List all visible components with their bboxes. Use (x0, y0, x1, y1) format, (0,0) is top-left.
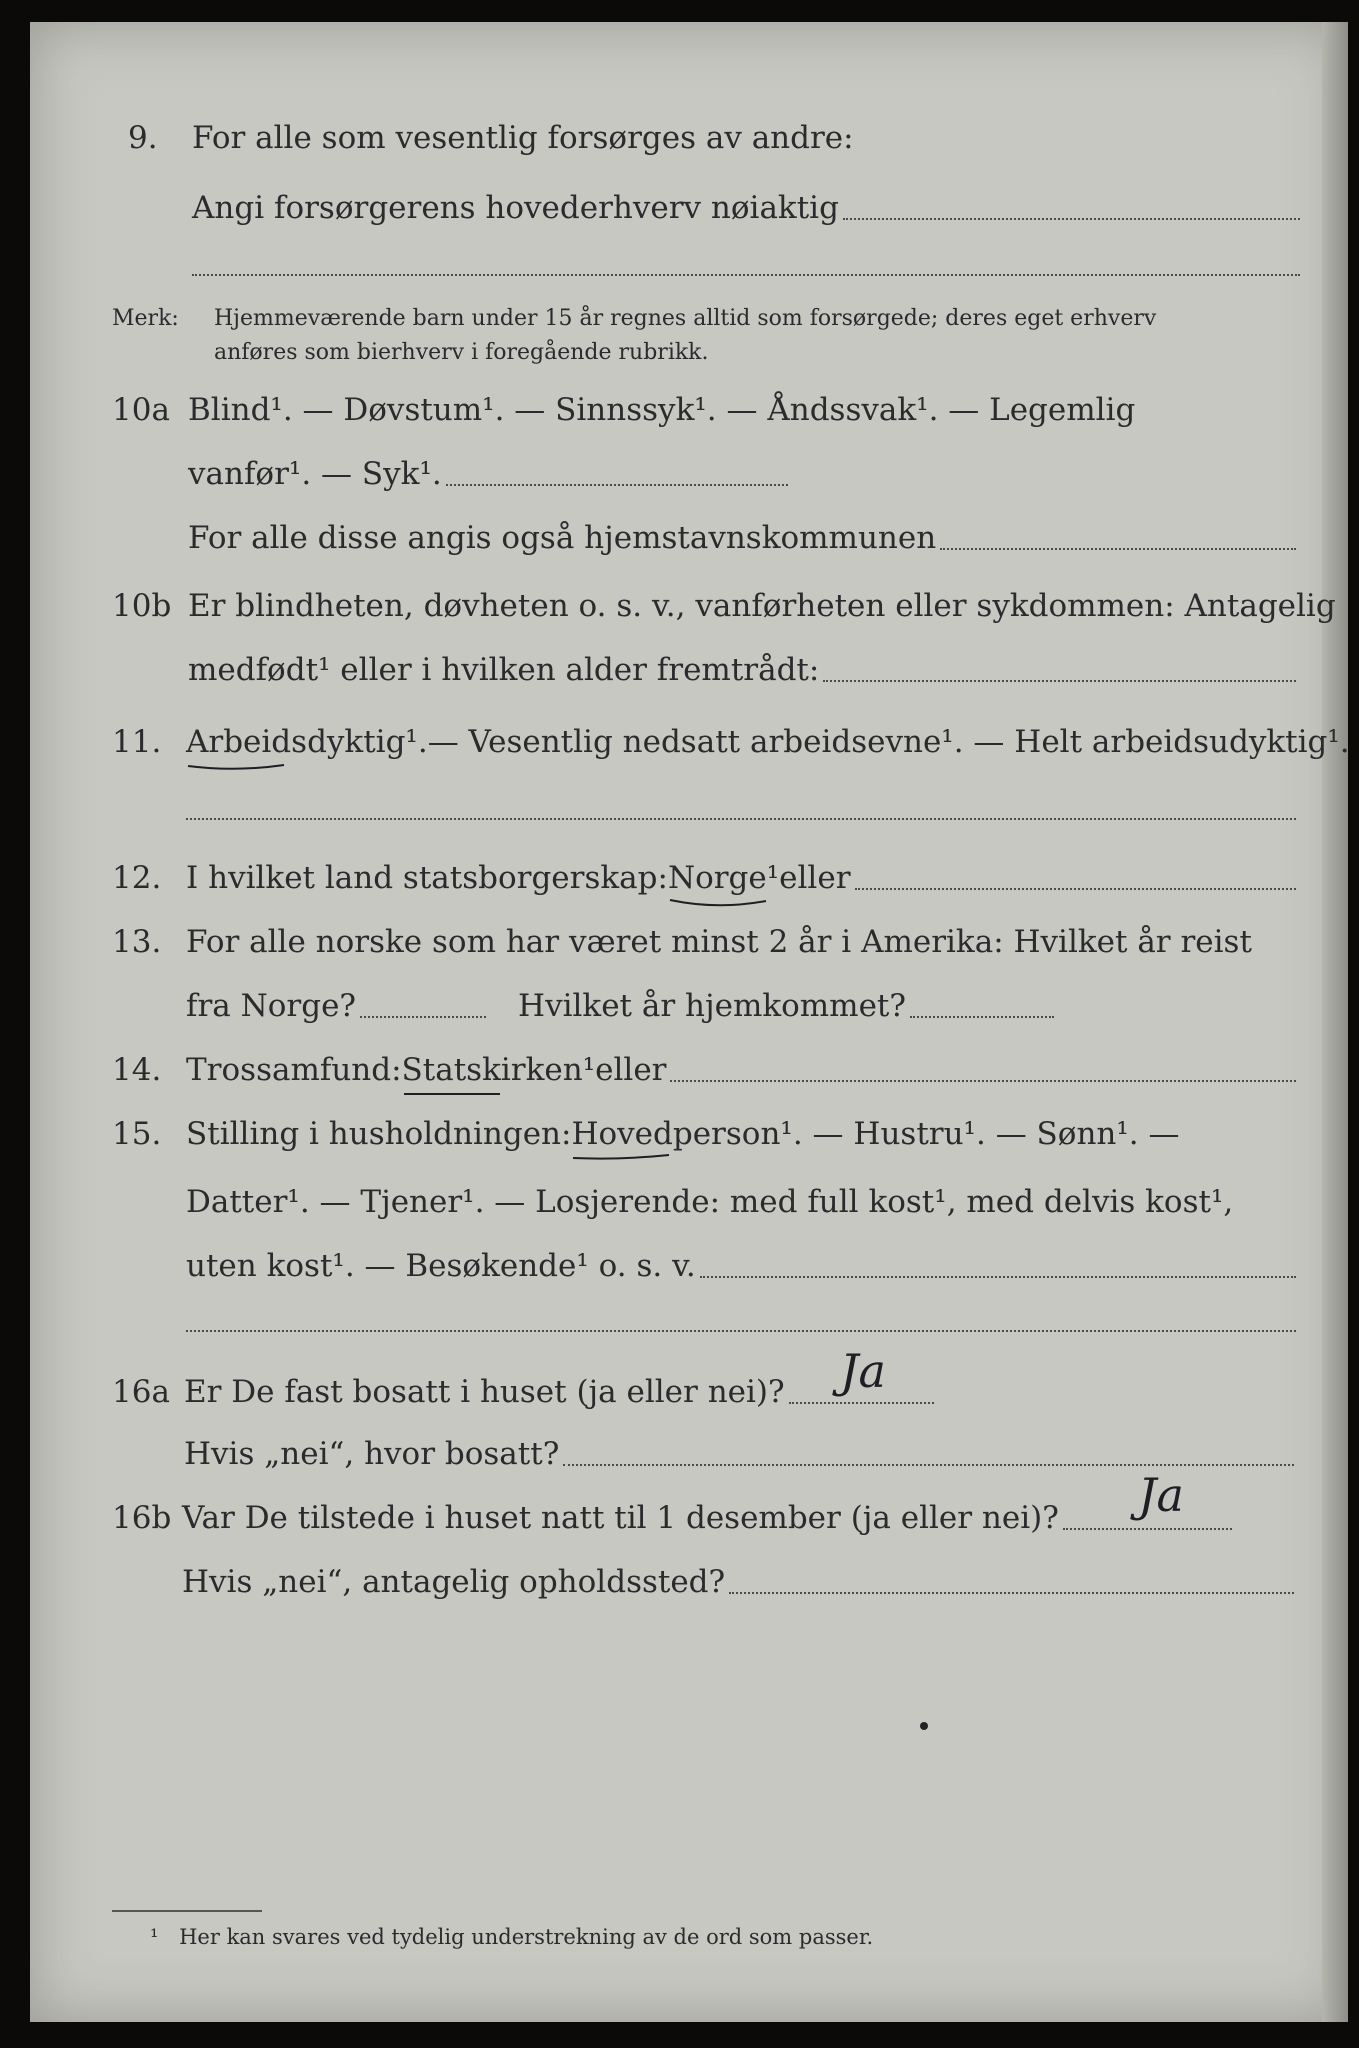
q10a-line2 (188, 456, 788, 492)
q10a-number: 10a (112, 392, 170, 428)
q15-answer-line-2[interactable] (186, 1330, 1296, 1332)
q15-line3 (186, 1248, 1296, 1284)
q12-answer-field[interactable] (855, 888, 1296, 890)
q16b-line2-text: Hvis „nei“, antagelig opholdssted? (182, 1564, 726, 1600)
q15-answer-field[interactable] (700, 1276, 1296, 1278)
q15-text: Stilling i husholdningen: (186, 1116, 572, 1152)
q12-line (186, 860, 1296, 896)
merk-line1: Hjemmeværende barn under 15 år regnes alltid som forsørgede; deres eget erhverv (214, 306, 1157, 331)
q10b-line2-text: medfødt¹ eller i hvilken alder fremtrådt: (188, 652, 820, 688)
q9-line1: For alle som vesentlig forsørges av andre: (192, 120, 854, 156)
q12-post: eller (779, 860, 851, 896)
q14-option-statskirken: Statskirken¹ (401, 1052, 596, 1088)
q10a-line1: Blind¹. — Døvstum¹. — Sinnssyk¹. — Åndssvak¹. — Legemlig (188, 392, 1136, 428)
q15-option-hovedperson: Hovedperson¹ (571, 1116, 793, 1152)
q13-right-text: Hvilket år hjemkommet? (518, 988, 907, 1024)
page-edge (1322, 22, 1348, 2022)
underline-mark (402, 1088, 502, 1100)
q13-line2 (186, 988, 1054, 1024)
merk-label: Merk: (112, 306, 179, 331)
footnote (150, 1925, 873, 1949)
q10a-municipality-field[interactable] (940, 548, 1296, 550)
q10a-line2-text: vanfør¹. — Syk¹. (188, 456, 442, 492)
q11-line (186, 724, 1350, 760)
q16a-line2 (184, 1436, 1294, 1472)
q9-answer-field[interactable] (843, 218, 1300, 220)
q16b-place-field[interactable] (729, 1592, 1294, 1594)
q12-option-norge: Norge¹ (667, 860, 780, 896)
q14-post: eller (595, 1052, 667, 1088)
q11-answer-line[interactable] (186, 818, 1296, 820)
q13-right-field[interactable] (910, 1016, 1054, 1018)
footnote-mark: ¹ (150, 1925, 159, 1949)
q16a-where-field[interactable] (563, 1464, 1294, 1466)
q9-number: 9. (128, 120, 158, 156)
q10a-line3-text: For alle disse angis også hjemstavnskommunen (188, 520, 937, 556)
q13-number: 13. (112, 924, 162, 960)
q10a-sick-field[interactable] (446, 484, 788, 486)
footnote-separator (112, 1910, 262, 1912)
q11-rest: — Vesentlig nedsatt arbeidsevne¹. — Helt arbeidsudyktig¹. (427, 724, 1350, 760)
q14-text: Trossamfund: (186, 1052, 402, 1088)
q16a-number: 16a (112, 1374, 170, 1410)
q16b-number: 16b (112, 1500, 172, 1536)
q12-option-underlined[interactable] (668, 860, 779, 896)
q15-line2: Datter¹. — Tjener¹. — Losjerende: med full kost¹, med delvis kost¹, (186, 1184, 1234, 1220)
q14-option-underlined[interactable] (402, 1052, 596, 1088)
q14-number: 14. (112, 1052, 162, 1088)
footnote-text: Her kan svares ved tydelig understrekning av de ord som passer. (179, 1925, 874, 1949)
q16b-question: Var De tilstede i huset natt til 1 desember (ja eller nei)? (182, 1500, 1059, 1536)
underline-mark (668, 896, 768, 908)
q15-line1 (186, 1116, 1180, 1152)
merk-line2: anføres som bierhverv i foregående rubrikk. (214, 340, 709, 365)
q9-answer-line-2[interactable] (192, 274, 1300, 276)
q15-number: 15. (112, 1116, 162, 1152)
q14-answer-field[interactable] (670, 1080, 1296, 1082)
q16a-line2-text: Hvis „nei“, hvor bosatt? (184, 1436, 560, 1472)
q9-line2-text: Angi forsørgerens hovederhverv nøiaktig (192, 190, 839, 226)
q16b-line1 (182, 1500, 1232, 1536)
q13-left-text: fra Norge? (186, 988, 357, 1024)
q16a-answer-field[interactable] (789, 1402, 934, 1404)
q10b-number: 10b (112, 588, 172, 624)
q10b-answer-field[interactable] (823, 680, 1296, 682)
q15-line3-text: uten kost¹. — Besøkende¹ o. s. v. (186, 1248, 696, 1284)
ink-speck (920, 1722, 928, 1730)
q10b-line1: Er blindheten, døvheten o. s. v., vanførheten eller sykdommen: Antagelig (188, 588, 1336, 624)
q14-line (186, 1052, 1296, 1088)
q12-text: I hvilket land statsborgerskap: (186, 860, 668, 896)
q11-number: 11. (112, 724, 162, 760)
q11-option-underlined[interactable] (186, 724, 428, 760)
q13-left-field[interactable] (360, 1016, 486, 1018)
q9-line2 (192, 190, 1300, 226)
q15-option-underlined[interactable] (571, 1116, 792, 1152)
q11-option-arbeidsdyktig: Arbeidsdyktig¹. (186, 724, 428, 760)
underline-mark (571, 1152, 671, 1164)
q16b-answer-field[interactable] (1063, 1528, 1232, 1530)
q10a-line3 (188, 520, 1296, 556)
underline-mark (186, 760, 286, 772)
q15-rest1: . — Hustru¹. — Sønn¹. — (792, 1116, 1180, 1152)
q10b-line2 (188, 652, 1296, 688)
q16a-question: Er De fast bosatt i huset (ja eller nei)? (184, 1374, 785, 1410)
q13-line1: For alle norske som har været minst 2 år i Amerika: Hvilket år reist (186, 924, 1252, 960)
q16a-handwritten-answer: Ja (840, 1344, 886, 1398)
q16a-line1 (184, 1374, 934, 1410)
census-form-page (30, 22, 1348, 2022)
q12-number: 12. (112, 860, 162, 896)
q16b-handwritten-answer: Ja (1138, 1468, 1184, 1522)
q16b-line2 (182, 1564, 1294, 1600)
